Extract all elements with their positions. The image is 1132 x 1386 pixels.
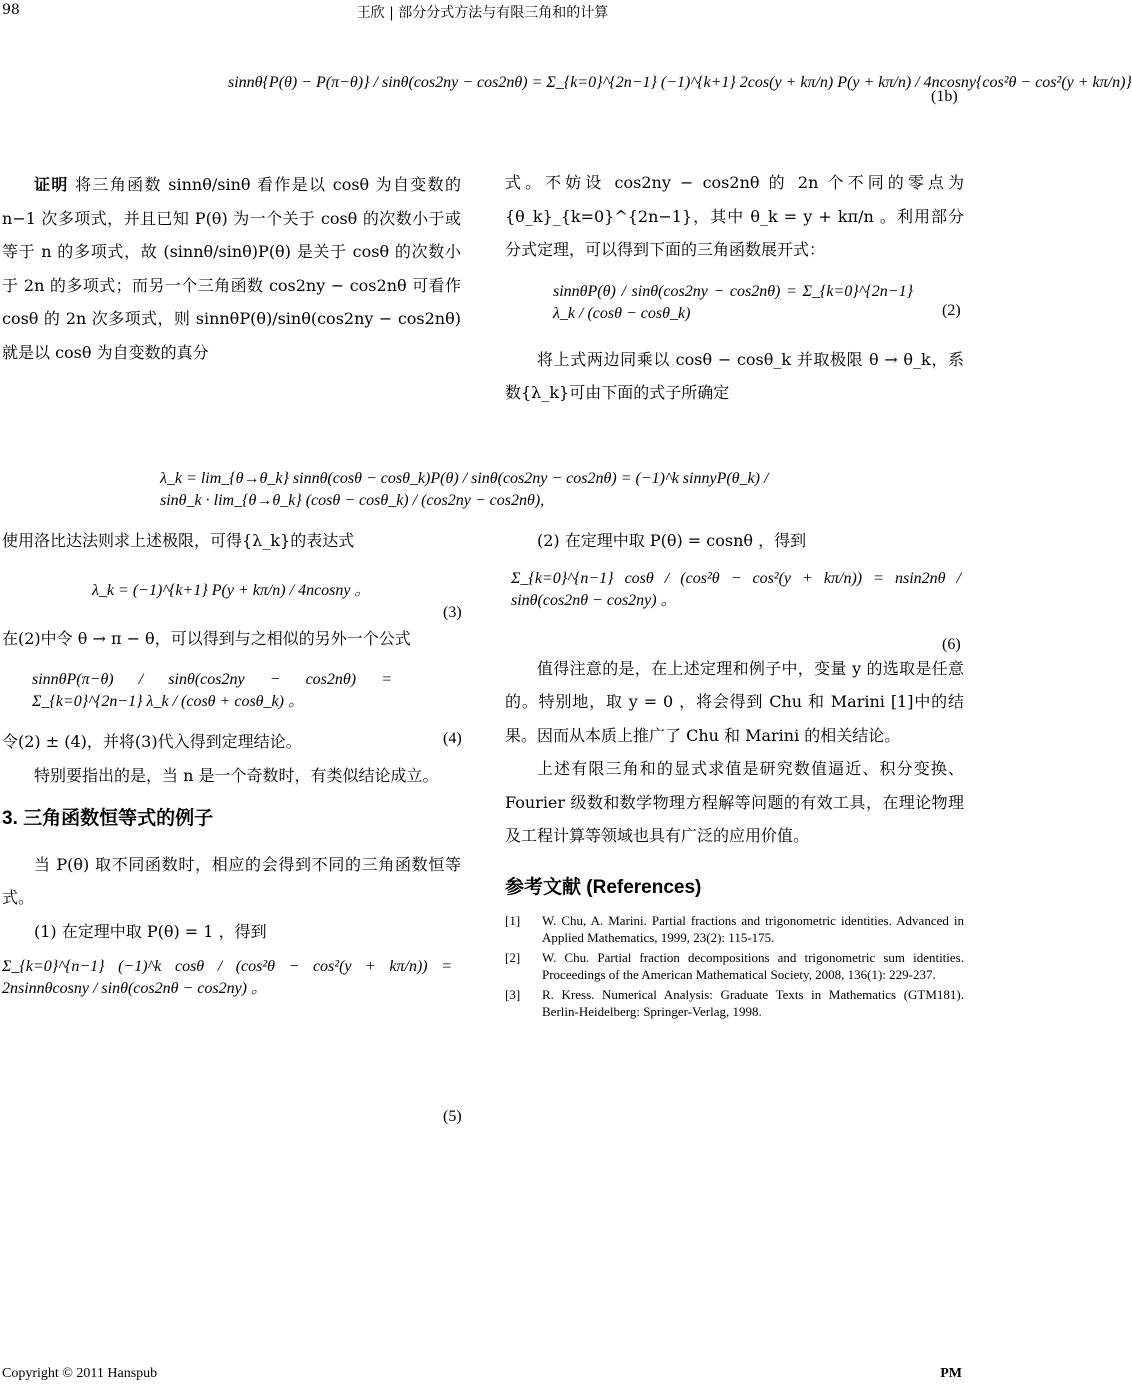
right-column-bottom — [505, 524, 964, 1023]
equation-3: λ_k = (−1)^{k+1} P(y + kπ/n) / 4ncosny 。 — [92, 581, 371, 599]
equation-number-1b: (1b) — [931, 88, 958, 105]
combine-paragraph: 令(2) ± (4)，并将(3)代入得到定理结论。 — [2, 732, 302, 751]
examples-paragraph: 当 P(θ) 取不同函数时，相应的会得到不同的三角函数恒等式。 — [2, 854, 461, 907]
equation-6: Σ_{k=0}^{n−1} cosθ / (cos²θ − cos²(y + kπ/n)) = nsin2nθ / sinθ(cos2nθ − cos2ny) 。 — [511, 569, 961, 609]
equation-4: sinnθP(π−θ) / sinθ(cos2ny − cos2nθ) = Σ_{k=0}^{2n−1} λ_k / (cosθ + cosθ_k) 。 — [32, 671, 392, 710]
value-paragraph: 上述有限三角和的显式求值是研究数值逼近、积分变换、Fourier 级数和数学物理方程解等问题的有效工具，在理论物理及工程计算等领域也具有广泛的应用价值。 — [505, 759, 964, 845]
reference-item: [2] W. Chu. Partial fraction decompositions and trigonometric sum identities. Proceedings of the American Mathematical Society, 2008, 136(1): 229-237. — [505, 950, 964, 982]
replace-paragraph: 在(2)中令 θ → π − θ，可以得到与之相似的另外一个公式 — [2, 628, 411, 648]
proof-paragraph — [2, 168, 461, 369]
section-title: 3. 三角函数恒等式的例子 — [2, 808, 214, 829]
reference-item: [3] R. Kress. Numerical Analysis: Graduate Texts in Mathematics (GTM181). Berlin-Heidelberg: Springer-Verlag, 1998. — [505, 987, 964, 1019]
proof-text: 将三角函数 sinnθ/sinθ 看作是以 cosθ 为自变数的 n−1 次多项式，并且已知 P(θ) 为一个关于 cosθ 的次数小于或等于 n 的多项式，故 (sinnθ/sinθ)P(θ) 是关于 cosθ 的次数小于 2n 的多项式；而另一个三角函数 cos2ny − cos2nθ 可看作 cosθ 的 2n 次多项式，则 sinnθP(θ)/sinθ(cos2ny − cos2nθ) 就是以 cosθ 为自变数的真分 — [2, 175, 461, 362]
page-number: 98 — [2, 2, 20, 18]
example-1-paragraph: (1) 在定理中取 P(θ) = 1 ，得到 — [34, 921, 267, 941]
copyright: Copyright © 2011 Hanspub — [2, 1366, 158, 1381]
proof-label: 证明 — [34, 175, 69, 194]
multiply-paragraph: 将上式两边同乘以 cosθ − cosθ_k 并取极限 θ → θ_k，系数{λ_k}可由下面的式子所确定 — [505, 349, 964, 402]
right-column-top — [505, 166, 964, 410]
reference-item: [1] W. Chu, A. Marini. Partial fractions and trigonometric identities. Advanced in Applied Mathematics, 1999, 23(2): 115-175. — [505, 913, 964, 945]
equation-number-3: (3) — [443, 604, 462, 621]
equation-2: sinnθP(θ) / sinθ(cos2ny − cos2nθ) = Σ_{k=0}^{2n−1} λ_k / (cosθ − cosθ_k) — [553, 282, 913, 322]
equation-number-5: (5) — [443, 1108, 462, 1125]
equation-5: Σ_{k=0}^{n−1} (−1)^k cosθ / (cos²θ − cos²(y + kπ/n)) = 2nsinnθcosny / sinθ(cos2nθ − cos2ny) 。 — [2, 958, 452, 997]
lhopital-paragraph: 使用洛比达法则求上述极限，可得{λ_k}的表达式 — [2, 531, 355, 550]
example-2-paragraph: (2) 在定理中取 P(θ) = cosnθ ，得到 — [537, 531, 807, 550]
equation-number-6: (6) — [942, 636, 961, 653]
running-title: 王欣 | 部分分式方法与有限三角和的计算 — [356, 5, 609, 21]
odd-paragraph: 特别要指出的是，当 n 是一个奇数时，有类似结论成立。 — [34, 765, 439, 785]
references-title: 参考文献 (References) — [505, 876, 702, 898]
left-column-bottom — [2, 524, 461, 1000]
journal-abbrev: PM — [940, 1366, 962, 1381]
equation-1b: sinnθ{P(θ) − P(π−θ)} / sinθ(cos2ny − cos2nθ) = Σ_{k=0}^{2n−1} (−1)^{k+1} 2cos(y + kπ/n) P(y + kπ/n) / 4ncosny{cos²θ − cos²(y + kπ/n)} — [228, 74, 1132, 91]
equation-number-4: (4) — [443, 730, 462, 747]
equation-number-2: (2) — [942, 302, 961, 319]
partial-fraction-paragraph: 式。不妨设 cos2ny − cos2nθ 的 2n 个不同的零点为 {θ_k}_{k=0}^{2n−1}，其中 θ_k = y + kπ/n 。利用部分分式定理，可以得到下面的三角函数展开式： — [505, 173, 964, 259]
note-paragraph: 值得注意的是，在上述定理和例子中，变量 y 的选取是任意的。特别地，取 y = 0 ，将会得到 Chu 和 Marini [1]中的结果。因而从本质上推广了 Chu 和 Marini 的相关结论。 — [505, 658, 964, 745]
equation-lambda: λ_k = lim_{θ→θ_k} sinnθ(cosθ − cosθ_k)P(θ) / sinθ(cos2ny − cos2nθ) = (−1)^k sinnyP(θ_k) / sinθ_k · lim_{θ→θ_k} (cosθ − cosθ_k) / (cos2ny − cos2nθ), — [160, 470, 769, 509]
references-list — [505, 912, 964, 1020]
